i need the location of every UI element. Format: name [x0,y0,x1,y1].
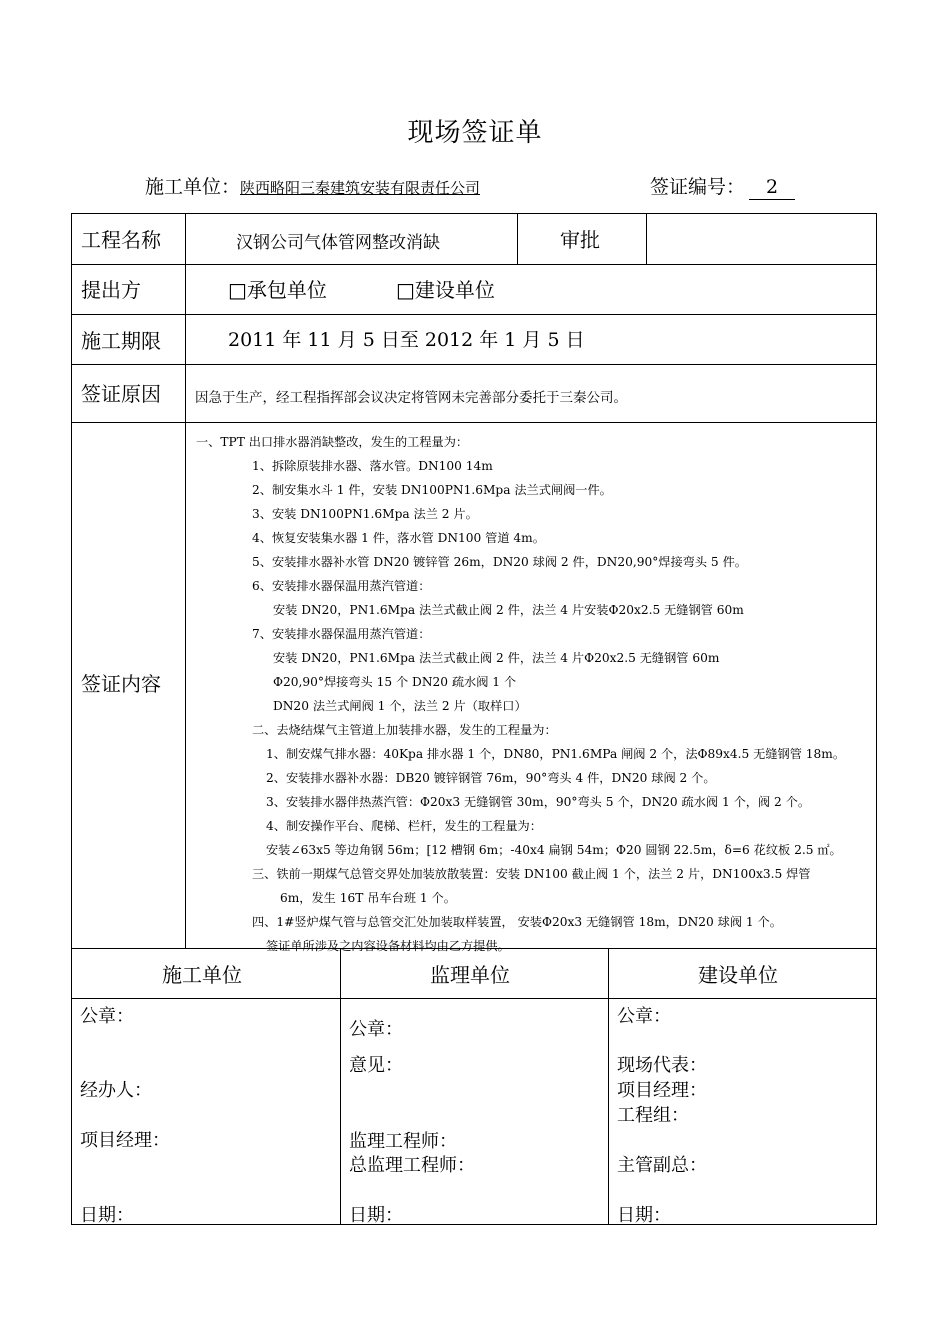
supervision-date-label: 日期： [349,1205,403,1226]
content-line: 3、安装 DN100PN1.6Mpa 法兰 2 片。 [252,507,478,521]
column-divider [185,213,186,948]
project-name-value: 汉钢公司气体管网整改消缺 [236,233,440,253]
proposer-option-owner[interactable]: □建设单位 [396,278,495,302]
content-line: 7、安装排水器保温用蒸汽管道： [252,627,431,641]
column-divider [517,213,518,264]
supervision-opinion-label: 意见： [349,1055,403,1076]
visa-content-body [196,430,845,958]
supervision-engineer-label: 监理工程师： [349,1131,457,1152]
construction-unit-line [145,172,486,199]
content-line: 6、安装排水器保温用蒸汽管道： [252,579,431,593]
content-line: 二、去烧结煤气主管道上加装排水器，发生的工程量为： [252,723,557,737]
content-line: Φ20,90°焊接弯头 15 个 DN20 疏水阀 1 个 [273,675,517,689]
supervision-chief-label: 总监理工程师： [349,1155,475,1176]
content-line: 4、恢复安装集水器 1 件，落水管 DN100 管道 4m。 [252,531,545,545]
period-label: 施工期限 [81,329,161,353]
content-line: DN20 法兰式闸阀 1 个，法兰 2 片（取样口） [273,699,527,713]
column-divider [646,213,647,264]
owner-rep-label: 现场代表： [617,1055,707,1076]
row-divider [71,314,877,315]
construction-pm-label: 项目经理： [80,1130,170,1151]
sign-header-owner: 建设单位 [698,963,778,987]
reason-value: 因急于生产，经工程指挥部会议决定将管网未完善部分委托于三秦公司。 [195,390,627,406]
row-divider [71,422,877,423]
reason-label: 签证原因 [81,382,161,406]
content-line: 安装 DN20，PN1.6Mpa 法兰式截止阀 2 件，法兰 4 片安装Φ20x2.5 无缝钢管 60m [273,603,744,617]
content-line: 2、制安集水斗 1 件，安装 DN100PN1.6Mpa 法兰式闸阀一件。 [252,483,612,497]
content-line: 5、安装排水器补水管 DN20 镀锌管 26m，DN20 球阀 2 件，DN20,90°焊接弯头 5 件。 [252,555,747,569]
column-divider [608,948,609,1225]
row-divider [71,264,877,265]
sign-header-supervision: 监理单位 [430,963,510,987]
column-divider [340,948,341,1225]
visa-number-line [650,172,795,200]
proposer-option-contractor[interactable]: □承包单位 [228,278,327,302]
content-line: 三、铁前一期煤气总管交界处加装放散装置：安装 DN100 截止阀 1 个，法兰 2 片，DN100x3.5 焊管 [252,867,811,881]
owner-pm-label: 项目经理： [617,1080,707,1101]
content-line: 6m，发生 16T 吊车台班 1 个。 [280,891,456,905]
owner-group-label: 工程组： [617,1105,689,1126]
construction-seal-label: 公章： [80,1006,134,1027]
owner-vp-label: 主管副总： [617,1155,707,1176]
content-line: 1、拆除原装排水器、落水管。DN100 14m [252,459,493,473]
construction-unit-value: 陕西略阳三秦建筑安装有限责任公司 [240,179,481,197]
owner-seal-label: 公章： [617,1006,671,1027]
proposer-label: 提出方 [81,278,141,302]
content-line: 2、安装排水器补水器：DB20 镀锌钢管 76m，90°弯头 4 件，DN20 球阀 2 个。 [266,771,716,785]
period-value: 2011 年 11 月 5 日至 2012 年 1 月 5 日 [228,329,585,351]
content-line: 安装∠63x5 等边角钢 56m；[12 槽钢 6m；-40x4 扁钢 54m；Φ20 圆钢 22.5m，δ=6 花纹板 2.5 ㎡。 [266,843,842,857]
content-line: 4、制安操作平台、爬梯、栏杆，发生的工程量为： [266,819,542,833]
content-label: 签证内容 [81,672,161,696]
construction-date-label: 日期： [80,1205,134,1226]
visa-number-label: 签证编号： [650,176,746,198]
row-divider [71,364,877,365]
project-name-label: 工程名称 [81,228,161,252]
approval-label: 审批 [560,228,600,252]
content-line: 签证单所涉及之内容设备材料均由乙方提供。 [266,939,510,953]
content-line: 3、安装排水器伴热蒸汽管：Φ20x3 无缝钢管 30m，90°弯头 5 个，DN20 疏水阀 1 个，阀 2 个。 [266,795,811,809]
construction-unit-label: 施工单位： [145,176,241,198]
content-line: 一、TPT 出口排水器消缺整改，发生的工程量为： [196,435,469,449]
content-line: 1、制安煤气排水器：40Kpa 排水器 1 个，DN80，PN1.6MPa 闸阀 2 个，法Φ89x4.5 无缝钢管 18m。 [266,747,846,761]
visa-number-value: 2 [749,175,795,200]
construction-handler-label: 经办人： [80,1080,152,1101]
content-line: 安装 DN20，PN1.6Mpa 法兰式截止阀 2 件，法兰 4 片Φ20x2.5 无缝钢管 60m [273,651,720,665]
owner-date-label: 日期： [617,1205,671,1226]
supervision-seal-label: 公章： [349,1019,403,1040]
content-line: 四、1#竖炉煤气管与总管交汇处加装取样装置， 安装Φ20x3 无缝钢管 18m，DN20 球阀 1 个。 [252,915,782,929]
row-divider [71,998,877,999]
page-title: 现场签证单 [407,118,543,148]
sign-header-construction: 施工单位 [162,963,242,987]
